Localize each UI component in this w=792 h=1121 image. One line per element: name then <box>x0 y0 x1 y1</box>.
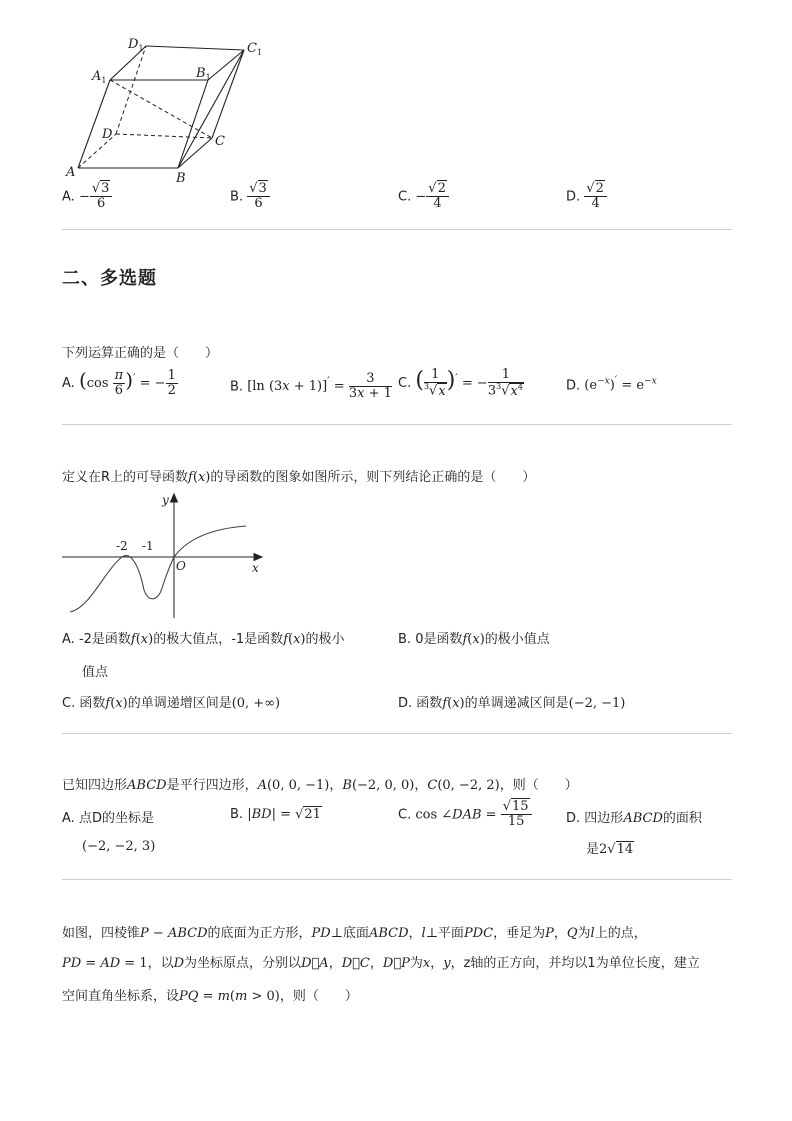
label-D: D <box>102 127 113 142</box>
q4-option-b[interactable]: B. |BD| = √21 <box>230 807 321 822</box>
q5-line1: 如图，四棱锥P − ABCD的底面为正方形，PD⊥底面ABCD，l⊥平面PDC，垂足为P，Q为l上的点， <box>62 926 647 941</box>
label-A1: $A_1$ <box>92 69 107 85</box>
divider <box>62 879 732 880</box>
q4-stem: 已知四边形ABCD是平行四边形，A(0, 0, −1)，B(−2, 0, 0)，C(0, −2, 2)，则（ ） <box>62 778 578 793</box>
y-axis-label: y <box>162 493 169 507</box>
q1-option-c[interactable]: C. − $\frac{√2}{4}$ <box>398 182 449 212</box>
label-B1: $B_1$ <box>196 66 211 82</box>
q1-option-b[interactable]: B. $\frac{√3}{6}$ <box>230 182 270 212</box>
derivative-graph <box>60 490 270 620</box>
q2-option-b[interactable]: B. [ln (3x + 1)]′ = $\frac{3}{3x + 1}$ <box>230 371 392 402</box>
tick-label-minus1: -1 <box>142 539 154 553</box>
divider <box>62 733 732 734</box>
x-axis-label: x <box>252 561 259 575</box>
parallelepiped-figure <box>60 30 280 190</box>
q3-stem: 定义在R上的可导函数f(x)的导函数的图象如图所示，则下列结论正确的是（ ） <box>62 470 536 485</box>
tick-label-minus2: -2 <box>116 539 128 553</box>
q3-option-a-cont: 值点 <box>82 665 109 680</box>
q2-option-c[interactable]: C. ( $\frac{1}{^3√x}$ )′ = − $\frac{1}{3^3√x^4}$ <box>398 367 523 399</box>
origin-label: O <box>176 559 186 573</box>
q4-option-d[interactable]: D. 四边形ABCD的面积 <box>566 811 702 826</box>
q3-option-d[interactable]: D. 函数f(x)的单调递减区间是(−2, −1) <box>398 696 626 711</box>
q5-line3: 空间直角坐标系，设PQ = m(m > 0)，则（ ） <box>62 989 358 1004</box>
q5-line2: PD = AD = 1，以D为坐标原点，分别以D⃗A，D⃗C，D⃗P为x，y，z轴的正方向，并均以1为单位长度，建立 <box>62 956 700 971</box>
q1-option-a[interactable]: A. − $\frac{√3}{6}$ <box>62 182 112 212</box>
label-D1: $D_1$ <box>128 37 144 53</box>
q2-stem: 下列运算正确的是（ ） <box>62 346 219 361</box>
q3-option-c[interactable]: C. 函数f(x)的单调递增区间是(0, +∞) <box>62 696 281 711</box>
q3-option-a[interactable]: A. -2是函数f(x)的极大值点，-1是函数f(x)的极小 <box>62 632 345 647</box>
label-C1: $C_1$ <box>247 41 263 57</box>
divider <box>62 424 732 425</box>
divider <box>62 229 732 230</box>
section-title: 二、多选题 <box>62 268 157 289</box>
q4-option-a-value: (−2, −2, 3) <box>82 839 156 854</box>
q2-option-d[interactable]: D. $(e^{-x})' = e^{-x}$ <box>566 374 657 394</box>
q4-option-c[interactable]: C. cos ∠DAB = $\frac{√15}{15}$ <box>398 800 532 830</box>
label-B: B <box>176 171 186 186</box>
q4-option-a[interactable]: A. 点D的坐标是 <box>62 811 154 826</box>
q2-option-a[interactable]: A. (cos $\frac{\pi}{6}$ )′ = − $\frac{1}{2}$ <box>62 367 176 398</box>
q4-option-d-cont: 是2√14 <box>586 842 634 857</box>
label-A: A <box>66 165 76 180</box>
label-C: C <box>215 134 225 149</box>
q1-option-d[interactable]: D. $\frac{√2}{4}$ <box>566 182 607 212</box>
q3-option-b[interactable]: B. 0是函数f(x)的极小值点 <box>398 632 550 647</box>
